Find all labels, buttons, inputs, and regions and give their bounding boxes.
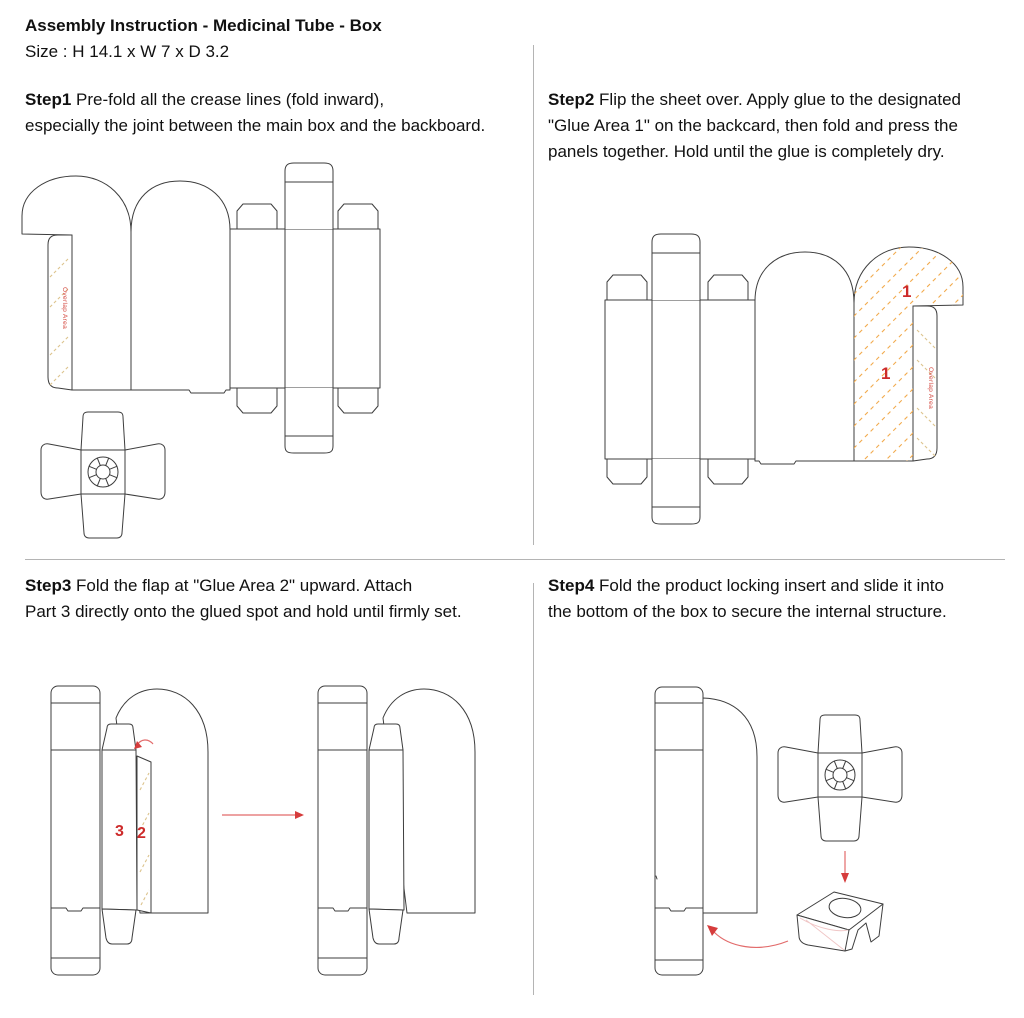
glue-area-1-number: 1	[902, 282, 912, 301]
page-title: Assembly Instruction - Medicinal Tube - Box	[25, 16, 382, 35]
step2-line2: "Glue Area 1" on the backcard, then fold and press the	[548, 116, 958, 135]
step1-label: Step1	[25, 90, 72, 109]
step4-label: Step4	[548, 576, 595, 595]
glue-area-1-number: 1	[881, 364, 891, 383]
step2-line3: panels together. Hold until the glue is completely dry.	[548, 142, 945, 161]
step1-line1: Pre-fold all the crease lines (fold inward),	[76, 90, 385, 109]
step2-line1: Flip the sheet over. Apply glue to the designated	[599, 90, 962, 109]
step4-line2: the bottom of the box to secure the internal structure.	[548, 602, 947, 621]
part-3-number: 3	[115, 823, 124, 840]
step4-instruction	[548, 573, 1018, 625]
page-header	[25, 13, 382, 65]
step2-label: Step2	[548, 90, 595, 109]
overlap-area-label: Overlap Area	[927, 366, 934, 410]
step3-line2: Part 3 directly onto the glued spot and hold until firmly set.	[25, 602, 462, 621]
slide-in-arrow	[714, 932, 788, 947]
locking-insert-dieline	[41, 412, 165, 538]
locking-insert-folded	[797, 892, 883, 951]
step1-diagram	[0, 150, 512, 560]
arch-panel-side	[703, 698, 757, 913]
step4-line1: Fold the product locking insert and slide it into	[599, 576, 944, 595]
step3-diagram	[0, 650, 512, 1018]
overlap-area-label: Overlap Area	[61, 286, 68, 330]
step4-diagram	[530, 650, 1024, 1018]
size-subtitle: Size : H 14.1 x W 7 x D 3.2	[25, 42, 230, 61]
step2-instruction	[548, 87, 1018, 165]
glue-area-1-hatch	[848, 173, 975, 564]
step3-label: Step3	[25, 576, 72, 595]
step1-instruction	[25, 87, 530, 139]
folded-box-before	[51, 686, 208, 975]
locking-insert-flat	[778, 715, 902, 841]
step3-instruction	[25, 573, 530, 625]
glue-area-2-number: 2	[137, 825, 146, 842]
step3-line1: Fold the flap at "Glue Area 2" upward. Attach	[76, 576, 413, 595]
step1-line2: especially the joint between the main box and the backboard.	[25, 116, 486, 135]
step2-diagram	[530, 200, 1024, 560]
tuck-column	[655, 687, 703, 975]
folded-box-after	[318, 686, 475, 975]
